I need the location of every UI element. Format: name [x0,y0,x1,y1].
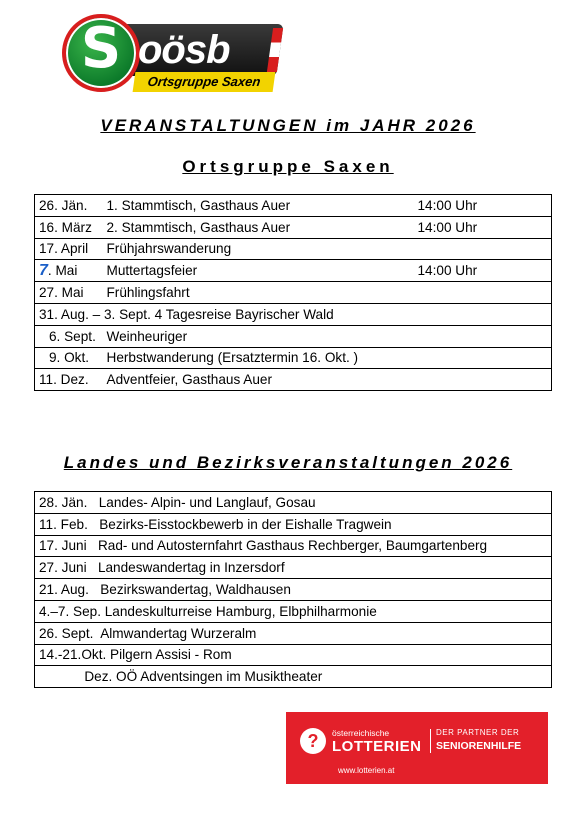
table-row [35,600,552,622]
oesb-logo [52,14,282,94]
sponsor-divider [430,729,431,753]
event-title: 1. Stammtisch, Gasthaus Auer [103,195,418,217]
event-date: 26. Jän. [35,195,103,217]
logo-subtitle: Ortsgruppe Saxen [133,72,276,92]
table-row [35,492,552,514]
event-date: 16. März [35,216,103,238]
table-row [35,260,552,282]
event-time [418,325,552,347]
event-row-text: 21. Aug. Bezirkswandertag, Waldhausen [35,579,552,601]
event-row-text: Dez. OÖ Adventsingen im Musiktheater [35,666,552,688]
event-row-text: 4.–7. Sep. Landeskulturreise Hamburg, Elbphilharmonie [35,600,552,622]
table-row [35,195,552,217]
table-row [35,579,552,601]
event-title: Herbstwanderung (Ersatztermin 16. Okt. ) [103,347,552,369]
event-row-text: 27. Juni Landeswandertag in Inzersdorf [35,557,552,579]
event-date [35,260,103,282]
table-row [35,238,552,260]
page-title: VERANSTALTUNGEN im JAHR 2026 [100,116,476,135]
event-date: 11. Dez. [35,369,103,391]
sponsor-tagline-bottom: SENIORENHILFE [436,740,522,752]
event-row-text: 28. Jän. Landes- Alpin- und Langlauf, Gosau [35,492,552,514]
section-title-landes: Landes und Bezirksveranstaltungen 2026 [63,453,513,472]
event-title: Weinheuriger [103,325,418,347]
event-date: 27. Mai [35,282,103,304]
section-title-ortsgruppe: Ortsgruppe Saxen [182,157,394,176]
event-row-text: 17. Juni Rad- und Autosternfahrt Gasthaus Rechberger, Baumgartenberg [35,535,552,557]
table-row [35,303,552,325]
event-title: Frühlingsfahrt [103,282,418,304]
table-row [35,513,552,535]
lotterien-banner[interactable] [286,712,548,784]
logo-wordmark: oösb [138,28,230,72]
event-time [418,238,552,260]
event-date: 6. Sept. [35,325,103,347]
event-title: Frühjahrswanderung [103,238,418,260]
event-title: Adventfeier, Gasthaus Auer [103,369,418,391]
event-full-row: 31. Aug. – 3. Sept. 4 Tagesreise Bayrischer Wald [35,303,552,325]
table-row [35,535,552,557]
table-row [35,347,552,369]
table-row [35,666,552,688]
event-time [418,369,552,391]
ortsgruppe-events-table [34,194,552,391]
event-time [418,282,552,304]
event-row-text: 11. Feb. Bezirks-Eisstockbewerb in der Eishalle Tragwein [35,513,552,535]
landes-events-table [34,491,552,688]
table-row [35,325,552,347]
logo-letter: S [80,16,122,81]
sponsor-small-text: österreichische [332,728,390,738]
event-time: 14:00 Uhr [418,195,552,217]
event-date: 9. Okt. [35,347,103,369]
sponsor-tagline-top: DER PARTNER DER [436,728,520,737]
event-title: Muttertagsfeier [103,260,418,282]
date-day-highlight: 7 [39,261,48,279]
lotterien-logo-icon: ? [300,728,326,754]
event-title: 2. Stammtisch, Gasthaus Auer [103,216,418,238]
table-row [35,557,552,579]
event-row-text: 14.-21.Okt. Pilgern Assisi - Rom [35,644,552,666]
table-row [35,216,552,238]
sponsor-name: LOTTERIEN [332,738,422,755]
table-row [35,282,552,304]
table-row [35,644,552,666]
table-row [35,622,552,644]
sponsor-url[interactable]: www.lotterien.at [338,766,395,775]
event-date: 17. April [35,238,103,260]
event-time: 14:00 Uhr [418,260,552,282]
event-row-text: 26. Sept. Almwandertag Wurzeralm [35,622,552,644]
date-rest: . Mai [47,262,78,278]
table-row [35,369,552,391]
event-time: 14:00 Uhr [418,216,552,238]
